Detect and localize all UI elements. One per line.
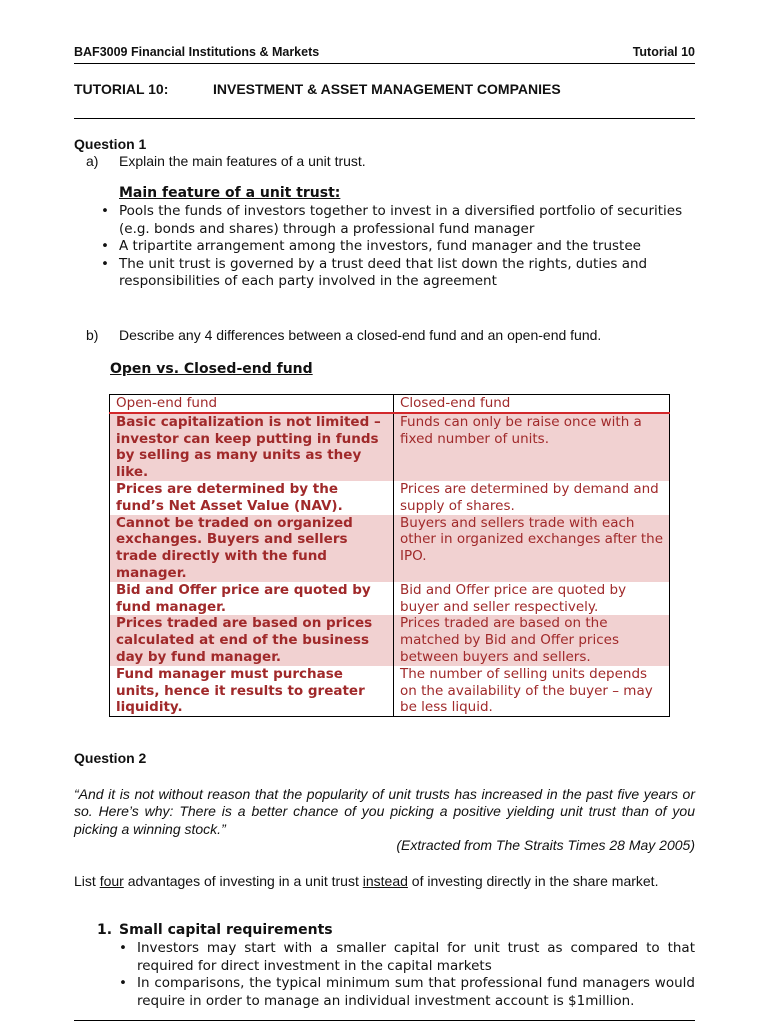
open-end-cell: Cannot be traded on organized exchanges. Buyers and sellers trade directly with the fund manager. bbox=[110, 515, 394, 582]
q1a-marker: a) bbox=[86, 153, 99, 169]
closed-end-cell: Bid and Offer price are quoted by buyer and seller respectively. bbox=[394, 582, 670, 616]
closed-end-cell: Prices are determined by demand and supply of shares. bbox=[394, 481, 670, 515]
open-end-cell: Fund manager must purchase units, hence it results to greater liquidity. bbox=[110, 666, 394, 717]
point-1-bullets bbox=[113, 940, 695, 1010]
unit-trust-features-list bbox=[95, 203, 695, 291]
open-end-cell: Basic capitalization is not limited – investor can keep putting in funds by selling as many units as they like. bbox=[110, 413, 394, 481]
fund-comparison-table bbox=[109, 394, 670, 717]
list-item: • A tripartite arrangement among the investors, fund manager and the trustee bbox=[95, 238, 695, 256]
q1a-text: Explain the main features of a unit trust. bbox=[119, 153, 366, 169]
open-end-cell: Bid and Offer price are quoted by fund manager. bbox=[110, 582, 394, 616]
column-header-closed-end: Closed-end fund bbox=[394, 395, 670, 413]
q1b-text: Describe any 4 differences between a closed-end fund and an open-end fund. bbox=[119, 327, 602, 343]
instruction-part: of investing directly in the share market. bbox=[407, 873, 659, 889]
list-item: • In comparisons, the typical minimum sum that professional fund managers would require in order to manage an individual investment account is $1million. bbox=[113, 975, 695, 1010]
open-end-cell: Prices are determined by the fund’s Net Asset Value (NAV). bbox=[110, 481, 394, 515]
instruction-part: List bbox=[74, 873, 100, 889]
table-row bbox=[110, 481, 670, 515]
unit-trust-subheading: Main feature of a unit trust: bbox=[119, 185, 341, 201]
quote-source: (Extracted from The Straits Times 28 May 2005) bbox=[396, 837, 695, 853]
list-item: • Investors may start with a smaller capital for unit trust as compared to that required for direct investment in the capital markets bbox=[113, 940, 695, 975]
instruction-part: advantages of investing in a unit trust bbox=[123, 873, 363, 889]
emphasis-four: four bbox=[99, 873, 124, 889]
closed-end-cell: Buyers and sellers trade with each other in organized exchanges after the IPO. bbox=[394, 515, 670, 582]
title-rule bbox=[74, 118, 695, 119]
closed-end-cell: Funds can only be raise once with a fixed number of units. bbox=[394, 413, 670, 481]
column-header-open-end: Open-end fund bbox=[110, 395, 394, 413]
table-row bbox=[110, 515, 670, 582]
header-rule bbox=[74, 63, 695, 64]
closed-end-cell: The number of selling units depends on the availability of the buyer – may be less liquid. bbox=[394, 666, 670, 717]
question-2-instruction bbox=[74, 873, 695, 890]
table-header-row bbox=[110, 395, 670, 413]
footer-rule bbox=[74, 1020, 695, 1021]
table-row bbox=[110, 413, 670, 481]
page-title: INVESTMENT & ASSET MANAGEMENT COMPANIES bbox=[213, 81, 561, 97]
list-item: • Pools the funds of investors together to invest in a diversified portfolio of securities (e.g. bonds and shares) through a professional fund manager bbox=[95, 203, 695, 238]
table-row bbox=[110, 615, 670, 665]
tutorial-label: TUTORIAL 10: bbox=[74, 81, 169, 97]
point-title: Small capital requirements bbox=[119, 922, 333, 938]
list-item: • The unit trust is governed by a trust deed that list down the rights, duties and responsibilities of each party involved in the agreement bbox=[95, 256, 695, 291]
comparison-table-title: Open vs. Closed-end fund bbox=[110, 361, 313, 377]
closed-end-cell: Prices traded are based on the matched by Bid and Offer prices between buyers and sellers. bbox=[394, 615, 670, 665]
question-1-heading: Question 1 bbox=[74, 136, 147, 152]
q1b-marker: b) bbox=[86, 327, 99, 343]
point-number: 1. bbox=[97, 922, 113, 938]
question-2-heading: Question 2 bbox=[74, 750, 147, 766]
table-row bbox=[110, 582, 670, 616]
tutorial-number: Tutorial 10 bbox=[632, 45, 695, 59]
table-row bbox=[110, 666, 670, 717]
course-header: BAF3009 Financial Institutions & Markets bbox=[74, 45, 320, 59]
quote-text: “And it is not without reason that the popularity of unit trusts has increased in the past five years or so. Here’s why: There is a better chance of you picking a positive yielding unit trust than of you picking a winning stock.” bbox=[74, 786, 695, 837]
open-end-cell: Prices traded are based on prices calculated at end of the business day by fund manager. bbox=[110, 615, 394, 665]
emphasis-instead: instead bbox=[362, 873, 408, 889]
